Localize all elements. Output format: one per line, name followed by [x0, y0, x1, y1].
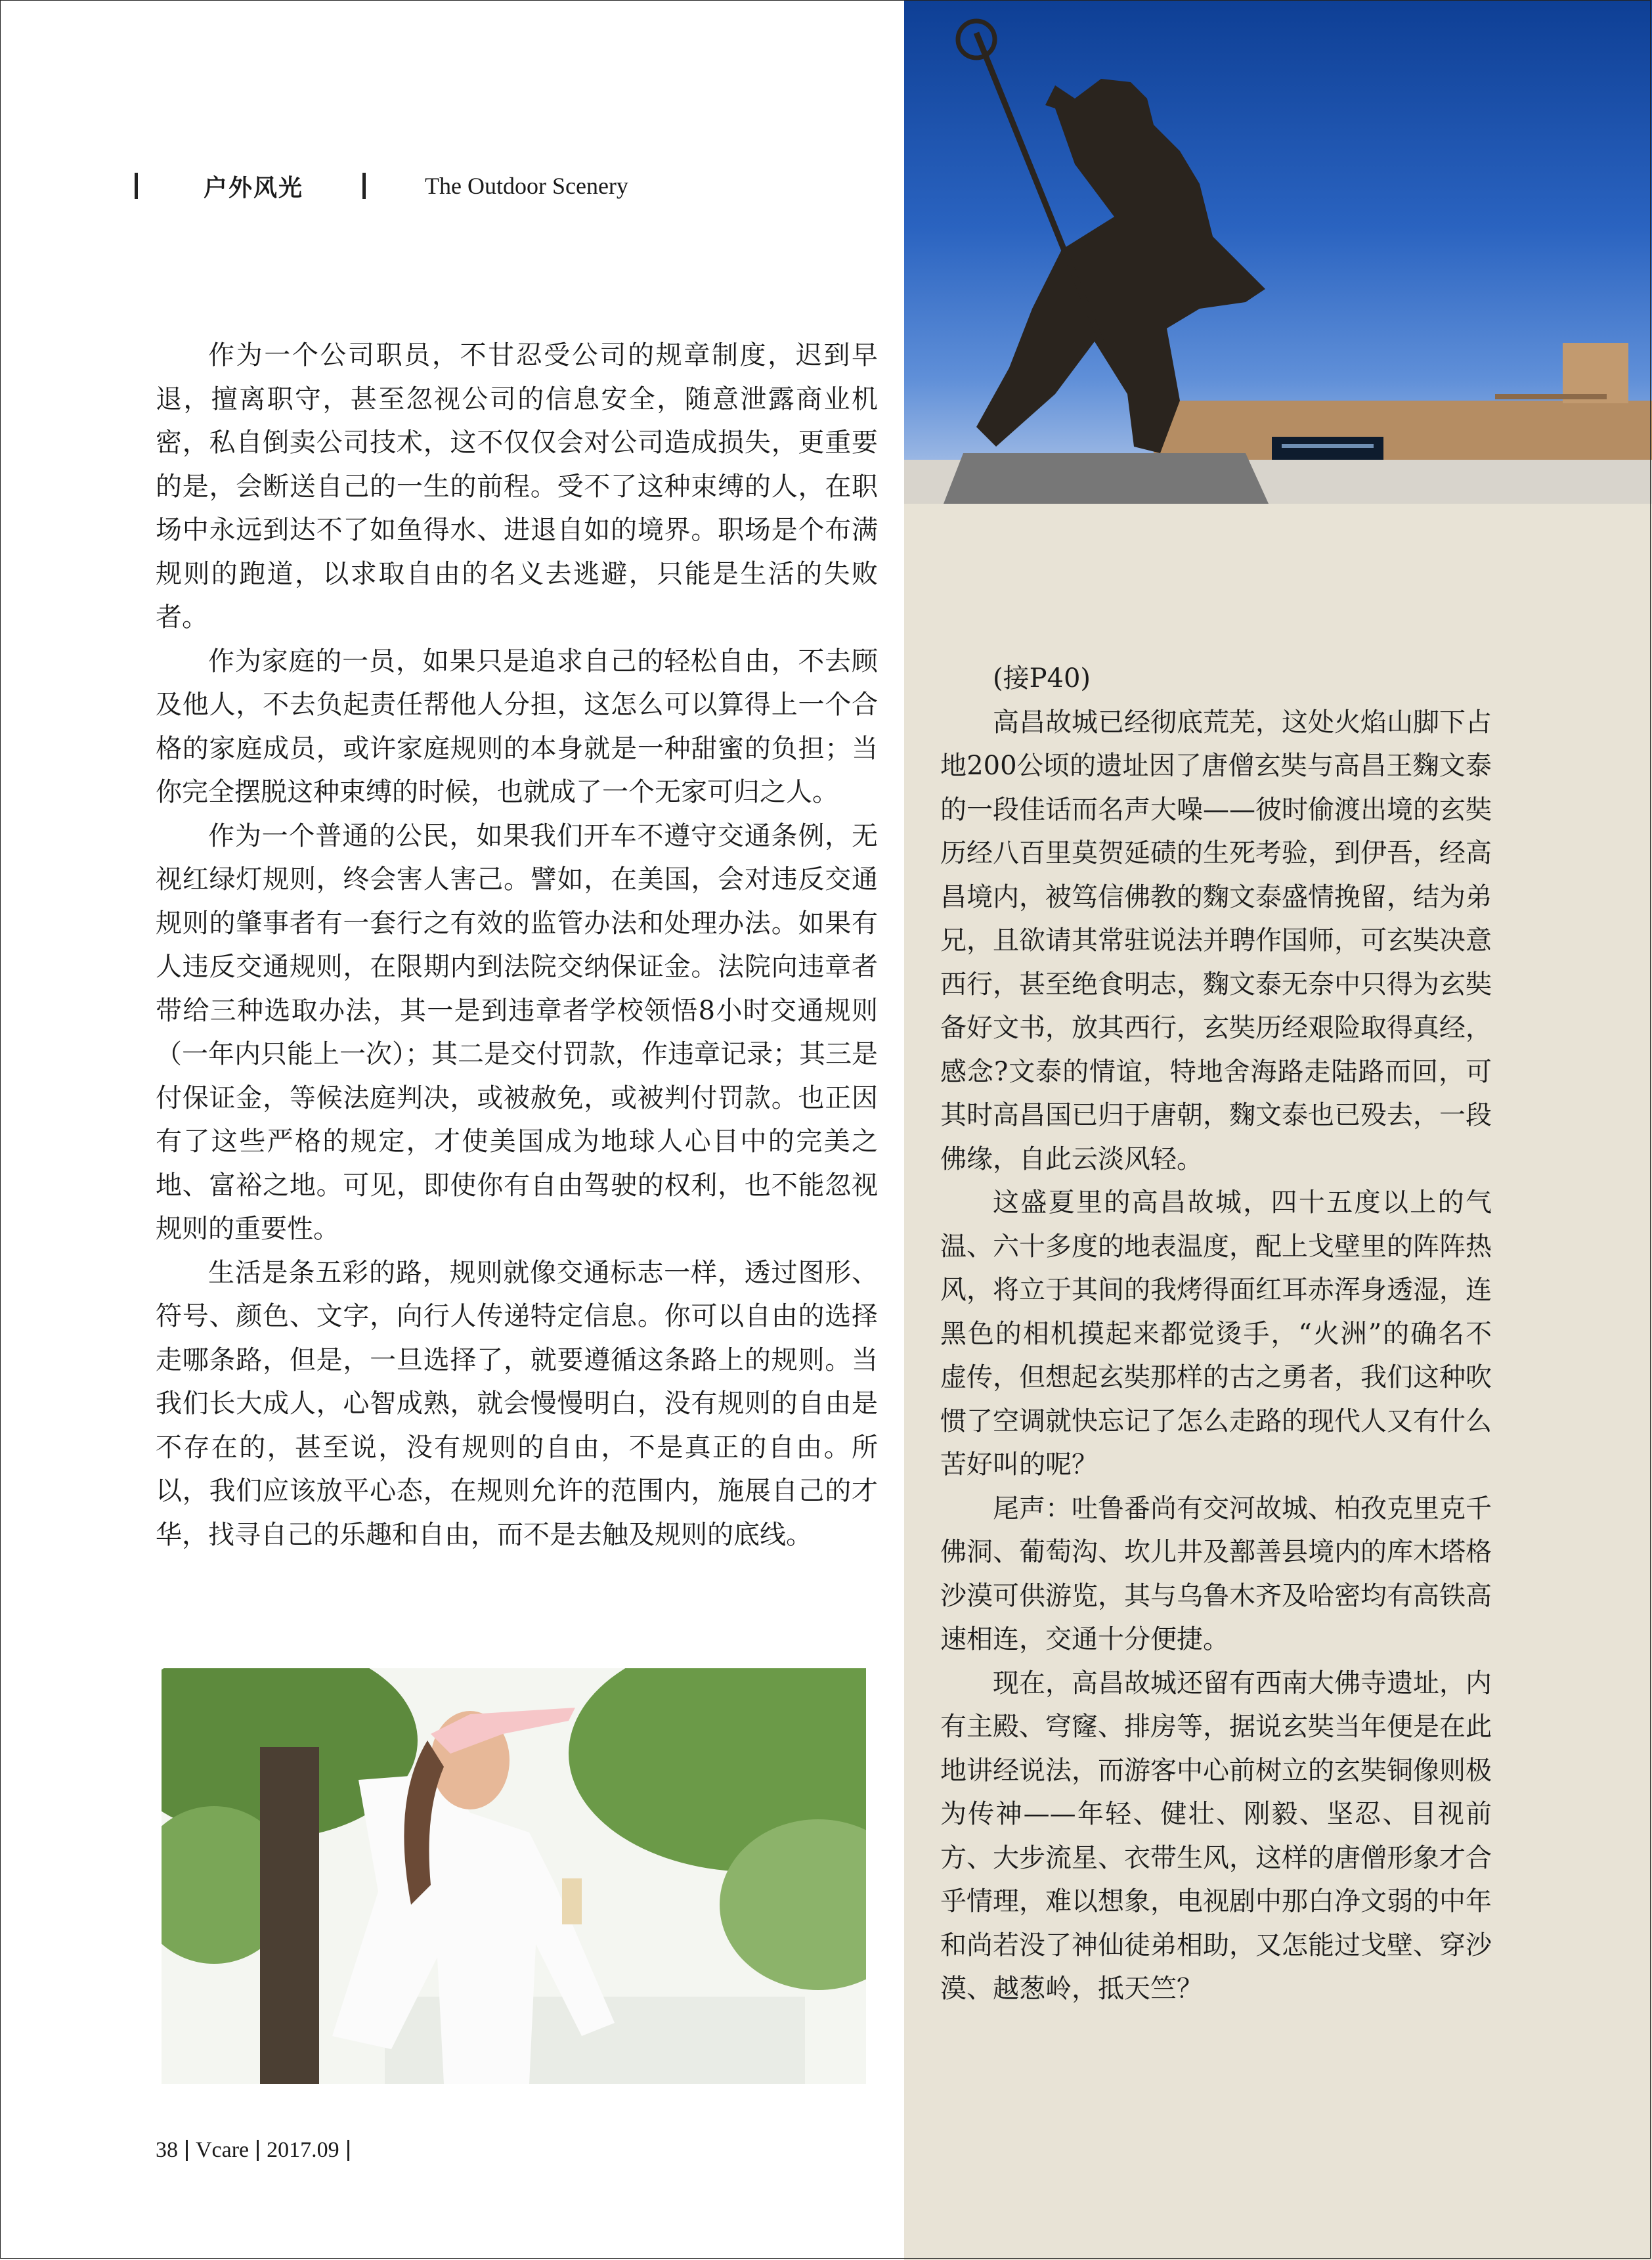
footer-divider: [257, 2140, 259, 2161]
section-header: [135, 169, 628, 202]
page-number: 38: [156, 2138, 178, 2162]
footer-divider: [186, 2140, 188, 2161]
issue-date: 2017.09: [267, 2138, 339, 2162]
xuanzang-statue-photo: [904, 0, 1652, 504]
statue-illustration: [904, 0, 1652, 504]
section-title-cn: 户外风光: [204, 174, 304, 202]
footer-divider: [347, 2140, 349, 2161]
article-paragraph: 现在，高昌故城还留有西南大佛寺遗址，内有主殿、穹窿、排房等，据说玄奘当年便是在此地讲经说法，而游客中心前树立的玄奘铜像则极为传神——年轻、健壮、刚毅、坚忍、目视前方、大步流星、衣带生风，这样的唐僧形象才合乎情理，难以想象，电视剧中那白净文弱的中年和尚若没了神仙徒弟相助，又怎能过戈壁、穿沙漠、越葱岭，抵天竺？: [940, 1668, 1492, 2004]
continued-from-label: (接P40): [993, 663, 1091, 694]
article-paragraph: 高昌故城已经彻底荒芜，这处火焰山脚下占地200公顷的遗址因了唐僧玄奘与高昌王麴文泰的一段佳话而名声大噪——彼时偷渡出境的玄奘历经八百里莫贺延碛的生死考验，到伊吾，经高昌境内，被笃信佛教的麴文泰盛情挽留，结为弟兄，且欲请其常驻说法并聘作国师，可玄奘决意西行，甚至绝食明志，麴文泰无奈中只得为玄奘备好文书，放其西行，玄奘历经艰险取得真经，感念?文泰的情谊，特地舍海路走陆路而回，可其时高昌国已归于唐朝，麴文泰也已殁去，一段佛缘，自此云淡风轻。: [940, 707, 1492, 1174]
article-paragraph: 作为一个公司职员，不甘忍受公司的规章制度，迟到早退，擅离职守，甚至忽视公司的信息安全，随意泄露商业机密，私自倒卖公司技术，这不仅仅会对公司造成损失，更重要的是，会断送自己的一生的前程。受不了这种束缚的人，在职场中永远到达不了如鱼得水、进退自如的境界。职场是个布满规则的跑道，以求取自由的名义去逃避，只能是生活的失败者。: [156, 340, 878, 632]
left-article-column: [156, 334, 878, 1557]
magazine-name: Vcare: [196, 2138, 250, 2162]
section-title-en: The Outdoor Scenery: [425, 173, 628, 199]
article-paragraph: 作为家庭的一员，如果只是追求自己的轻松自由，不去顾及他人，不去负起责任帮他人分担，这怎么可以算得上一个合格的家庭成员，或许家庭规则的本身就是一种甜蜜的负担；当你完全摆脱这种束缚的时候，也就成了一个无家可归之人。: [156, 646, 878, 807]
article-paragraph: 生活是条五彩的路，规则就像交通标志一样，透过图形、符号、颜色、文字，向行人传递特定信息。你可以自由的选择走哪条路，但是，一旦选择了，就要遵循这条路上的规则。当我们长大成人，心智成熟，就会慢慢明白，没有规则的自由是不存在的，甚至说，没有规则的自由，不是真正的自由。所以，我们应该放平心态，在规则允许的范围内，施展自己的才华，找寻自己的乐趣和自由，而不是去触及规则的底线。: [156, 1257, 878, 1550]
article-paragraph: 这盛夏里的高昌故城，四十五度以上的气温、六十多度的地表温度，配上戈壁里的阵阵热风，将立于其间的我烤得面红耳赤浑身透湿，连黑色的相机摸起来都觉烫手，“火洲”的确名不虚传，但想起玄奘那样的古之勇者，我们这种吹惯了空调就快忘记了怎么走路的现代人又有什么苦好叫的呢？: [940, 1187, 1492, 1480]
header-divider: [135, 173, 138, 199]
runner-photo: [162, 1668, 866, 2084]
runner-illustration: [162, 1668, 866, 2084]
article-paragraph: 作为一个普通的公民，如果我们开车不遵守交通条例，无视红绿灯规则，终会害人害己。譬如，在美国，会对违反交通规则的肇事者有一套行之有效的监管办法和处理办法。如果有人违反交通规则，在限期内到法院交纳保证金。法院向违章者带给三种选取办法，其一是到违章者学校领悟8小时交通规则（一年内只能上一次）；其二是交付罚款，作违章记录；其三是付保证金，等候法庭判决，或被赦免，或被判付罚款。也正因有了这些严格的规定，才使美国成为地球人心目中的完美之地、富裕之地。可见，即使你有自由驾驶的权利，也不能忽视规则的重要性。: [156, 820, 878, 1244]
article-paragraph: 尾声：吐鲁番尚有交河故城、柏孜克里克千佛洞、葡萄沟、坎儿井及鄯善县境内的库木塔格沙漠可供游览，其与乌鲁木齐及哈密均有高铁高速相连，交通十分便捷。: [940, 1493, 1492, 1654]
right-article-column: [940, 657, 1492, 2011]
page-footer: [156, 2138, 357, 2163]
header-divider: [362, 173, 366, 199]
